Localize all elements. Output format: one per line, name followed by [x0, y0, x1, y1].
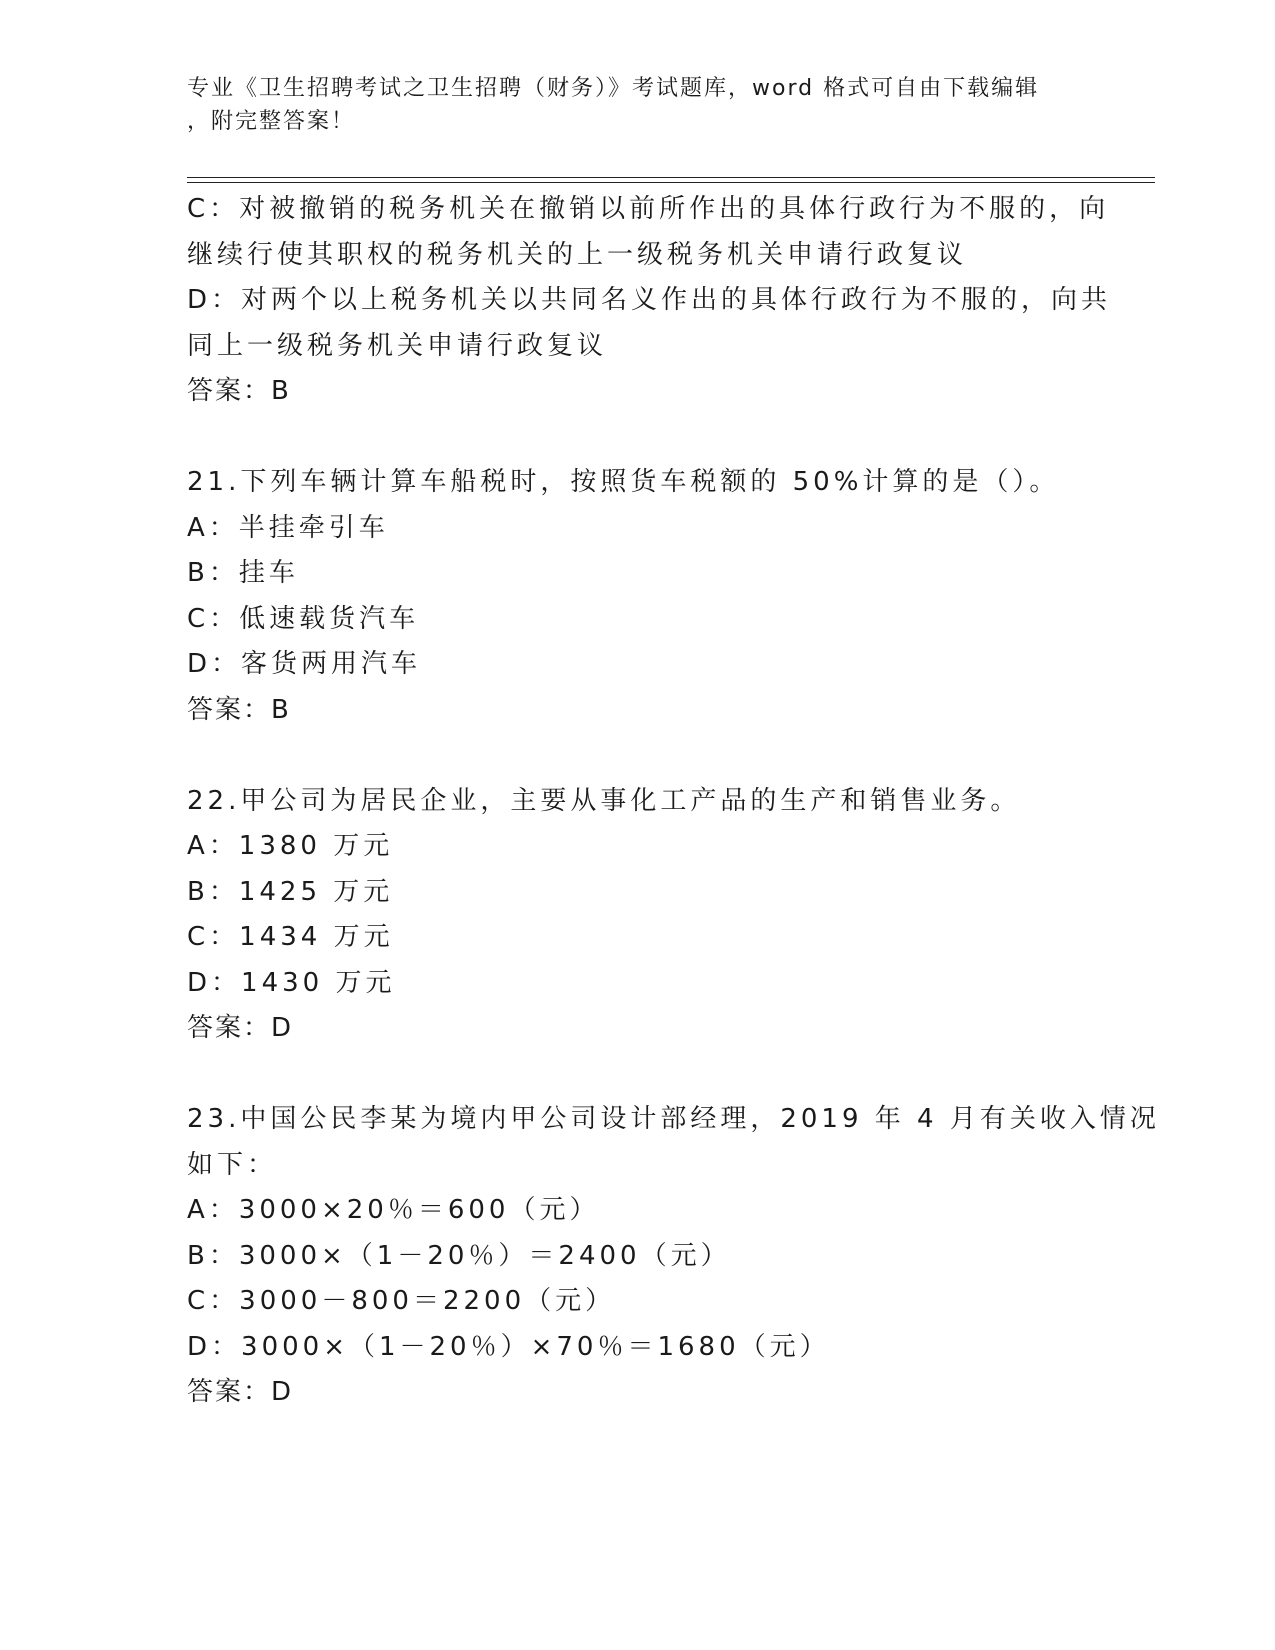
option-d-line-2: 同上一级税务机关申请行政复议: [187, 330, 608, 361]
option-b: B：1425 万元: [187, 876, 394, 907]
answer: 答案：D: [187, 1013, 294, 1043]
option-b: B：3000×（1－20％）＝2400（元）: [187, 1240, 731, 1271]
question-stem: 21.下列车辆计算车船税时，按照货车税额的 50%计算的是（）。: [187, 467, 1060, 497]
question-21: [187, 460, 1087, 733]
answer: 答案：B: [187, 694, 291, 725]
option-c: C：3000－800＝2200（元）: [187, 1286, 616, 1316]
header-text-line-1: 专业《卫生招聘考试之卫生招聘（财务）》考试题库，word 格式可自由下载编辑: [187, 76, 1040, 101]
option-d: D：3000×（1－20％）×70％＝1680（元）: [187, 1331, 830, 1362]
header-divider-bottom: [187, 182, 1155, 183]
header-divider-top: [187, 177, 1155, 178]
answer: 答案：D: [187, 1377, 294, 1407]
option-a: A：半挂牵引车: [187, 512, 389, 543]
header-text-line-2: ，附完整答案！: [187, 109, 356, 134]
option-a: A：1380 万元: [187, 831, 394, 861]
option-d: D：客货两用汽车: [187, 649, 422, 679]
option-c-line-1: C：对被撤销的税务机关在撤销以前所作出的具体行政行为不服的，向: [187, 194, 1110, 224]
option-d-line-1: D：对两个以上税务机关以共同名义作出的具体行政行为不服的，向共: [187, 285, 1112, 315]
option-c: C：低速载货汽车: [187, 603, 420, 634]
question-spacer: [187, 733, 1087, 779]
question-stem: 22.甲公司为居民企业，主要从事化工产品的生产和销售业务。: [187, 785, 1021, 816]
question-stem-line-1: 23.中国公民李某为境内甲公司设计部经理，2019 年 4 月有关收入情况: [187, 1104, 1160, 1134]
option-a: A：3000×20％＝600（元）: [187, 1195, 600, 1225]
option-c: C：1434 万元: [187, 922, 394, 952]
option-c-line-2: 继续行使其职权的税务机关的上一级税务机关申请行政复议: [187, 239, 968, 270]
option-d: D：1430 万元: [187, 967, 396, 998]
question-stem-line-2: 如下：: [187, 1149, 278, 1180]
option-b: B：挂车: [187, 558, 299, 588]
question-list: [187, 187, 1160, 1416]
question-23: [187, 1097, 1160, 1416]
question-22: [187, 779, 1087, 1052]
question-20: [187, 187, 1112, 415]
answer: 答案：B: [187, 376, 291, 406]
page-header: [187, 72, 1067, 138]
question-spacer: [187, 1052, 1087, 1098]
question-spacer: [187, 415, 1087, 461]
